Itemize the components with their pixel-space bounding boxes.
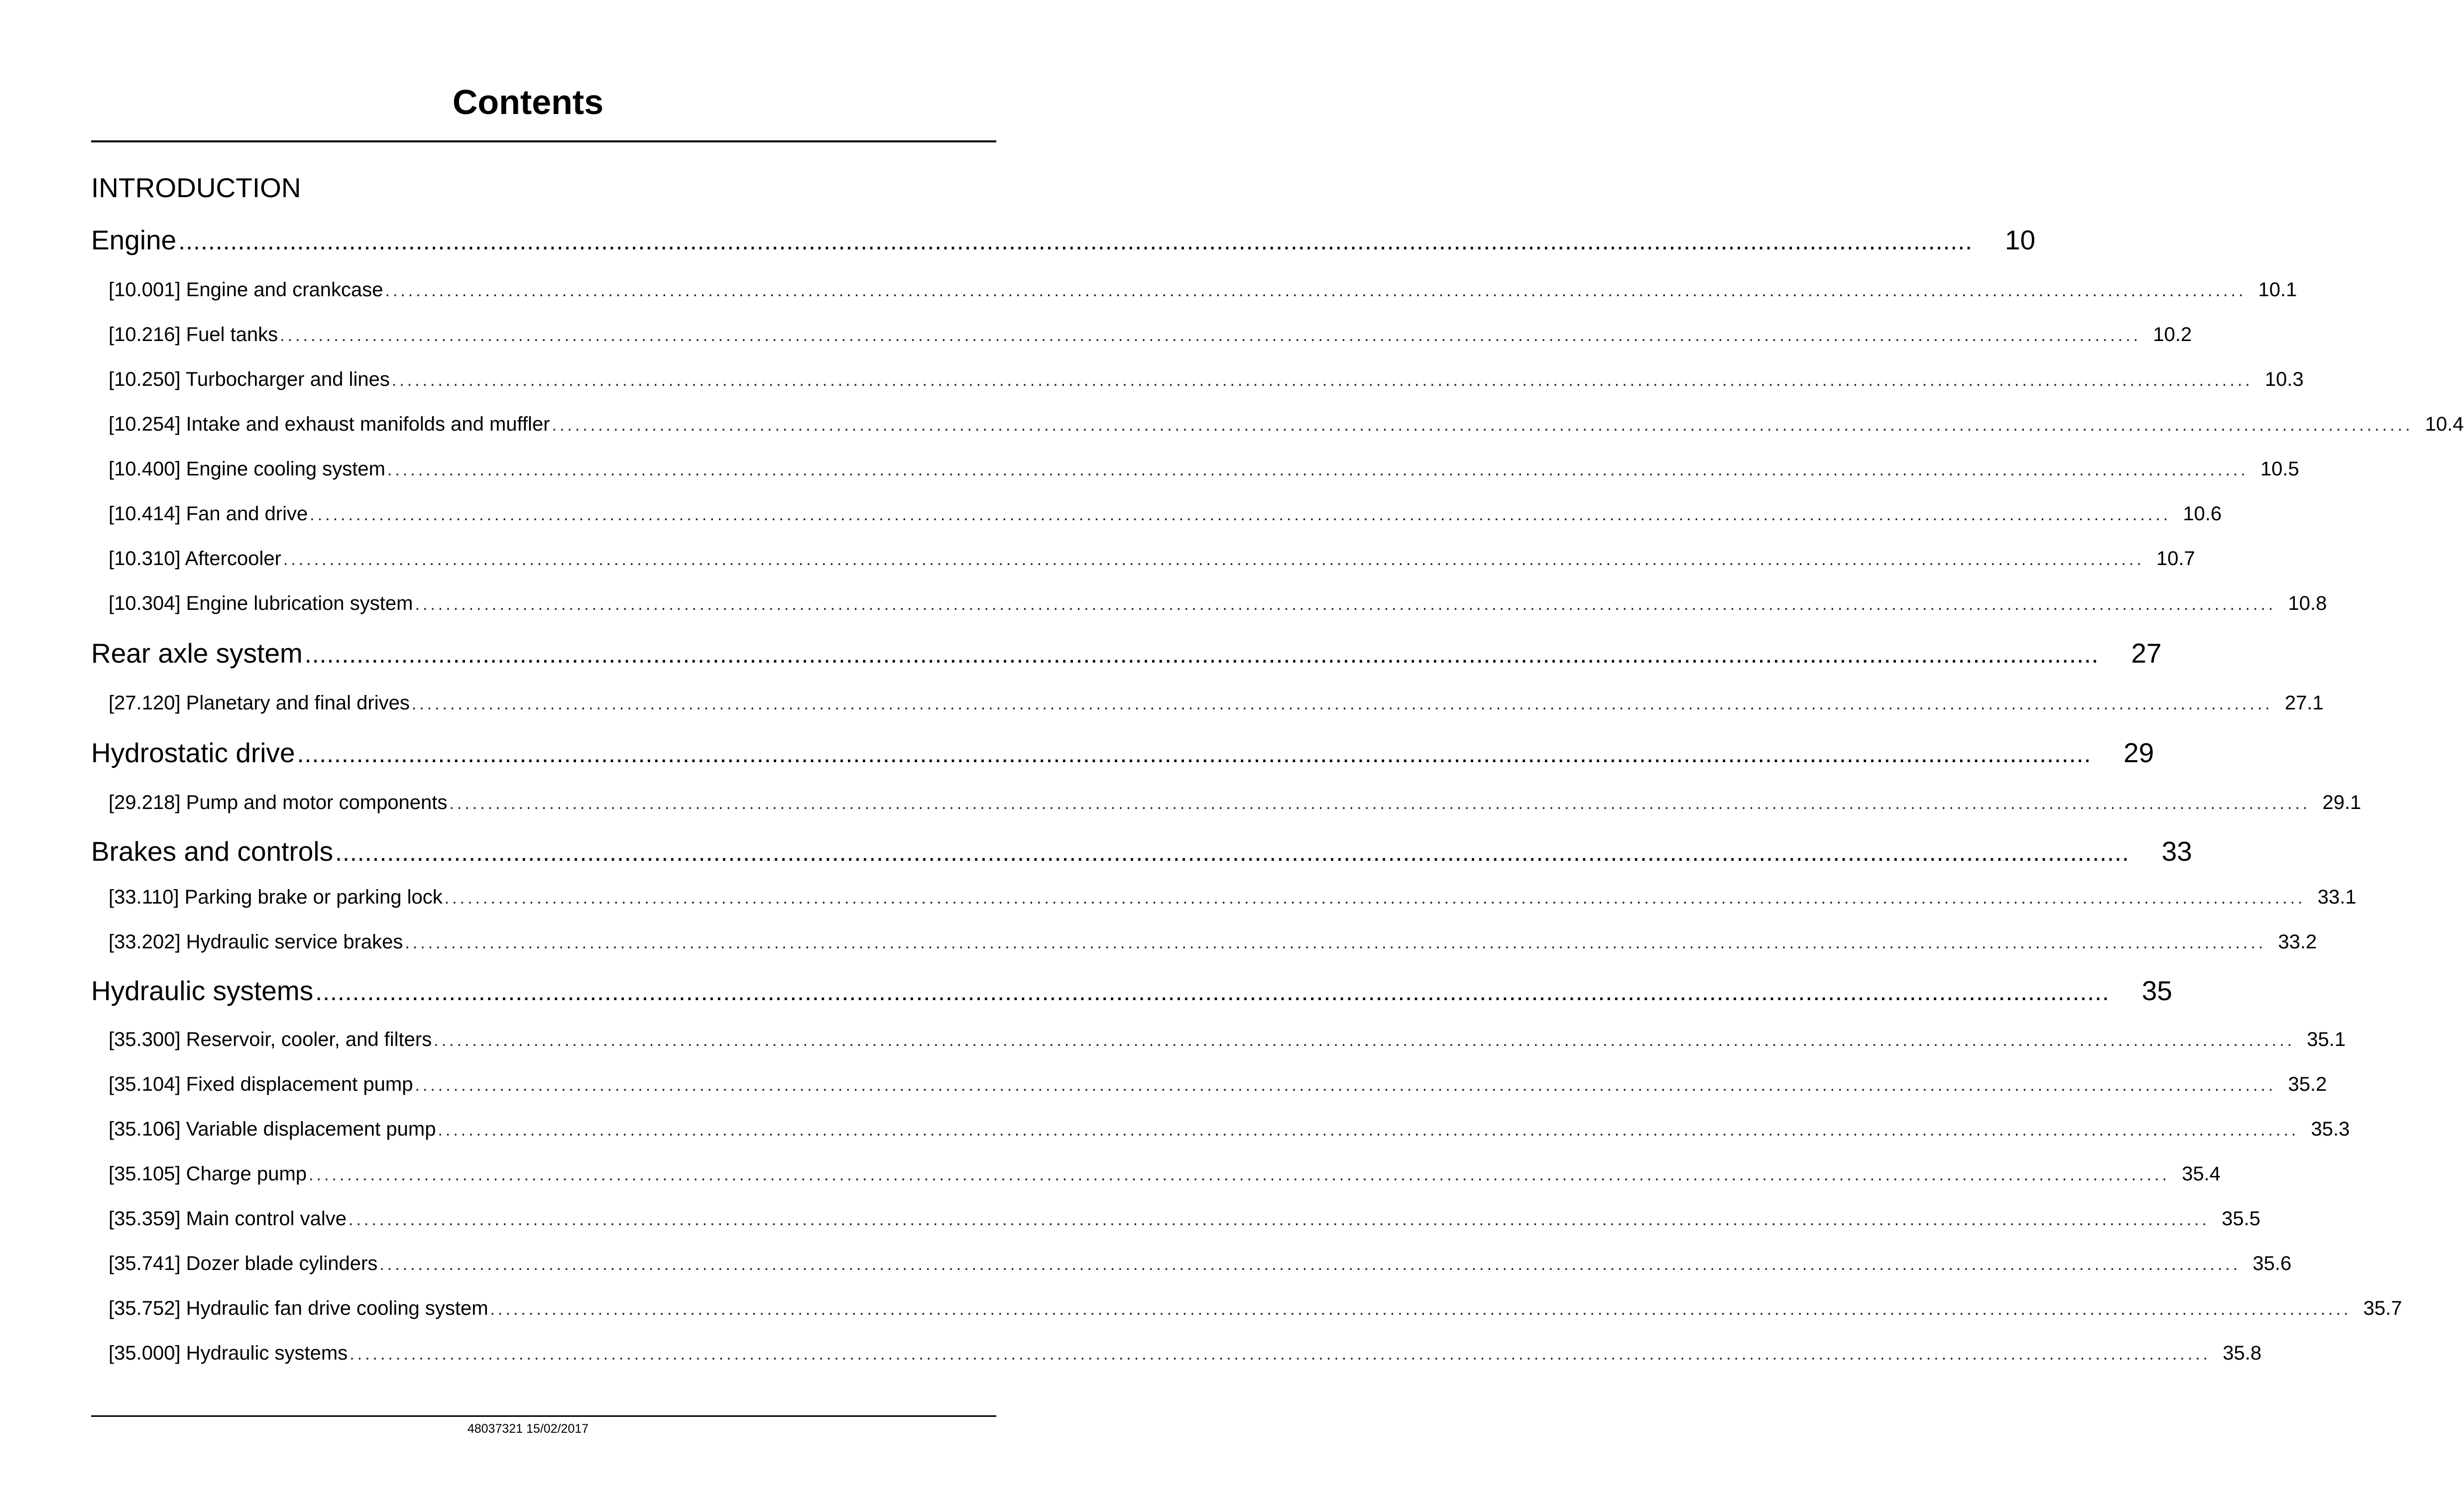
entry-page-number: 35.4 [2182, 1163, 2221, 1185]
toc-entry[interactable] [109, 1118, 2350, 1140]
section-label: Hydrostatic drive [91, 737, 295, 768]
toc-entry[interactable] [109, 592, 2327, 614]
section-page-number: 35 [2141, 975, 2172, 1006]
entry-label: [35.741] Dozer blade cylinders [109, 1253, 378, 1274]
entry-page-number: 10.8 [2288, 592, 2327, 614]
toc-entry[interactable] [109, 692, 2324, 714]
entry-label: [35.359] Main control valve [109, 1208, 347, 1230]
dot-leader: .................................................................................................................................................................................................................................................. [309, 1165, 2170, 1184]
toc-section-brakes-and-controls[interactable] [91, 836, 2192, 867]
entry-page-number: 35.2 [2288, 1073, 2327, 1095]
entry-label: [27.120] Planetary and final drives [109, 692, 410, 714]
dot-leader: .................................................................................................................................................................................................................................................. [283, 550, 2144, 569]
section-page-number: 33 [2161, 836, 2192, 867]
dot-leader: .................................................................................................................................................................................................................................................. [350, 1345, 2211, 1364]
dot-leader: .................................................................................................................................................................................................................................................. [552, 416, 2413, 435]
toc-entry[interactable] [109, 1208, 2261, 1230]
entry-label: [35.300] Reservoir, cooler, and filters [109, 1029, 432, 1050]
entry-page-number: 35.3 [2311, 1118, 2350, 1140]
entry-page-number: 10.5 [2260, 458, 2299, 480]
toc-entry[interactable] [109, 548, 2195, 570]
entry-page-number: 35.5 [2222, 1208, 2261, 1230]
toc-entry[interactable] [109, 1163, 2221, 1185]
section-page-number: 27 [2131, 638, 2162, 669]
entry-label: [10.216] Fuel tanks [109, 324, 278, 345]
entry-label: [10.400] Engine cooling system [109, 458, 385, 480]
section-label: Brakes and controls [91, 836, 334, 867]
dot-leader: .................................................................................................................................................................................................................................................. [385, 281, 2246, 300]
dot-leader: .................................................................................................................................................................................................................................................. [415, 595, 2276, 614]
entry-page-number: 35.1 [2307, 1029, 2346, 1050]
dot-leader: .................................................................................................................................................................................................................................................. [379, 1255, 2241, 1274]
dot-leader: .................................................................................................................................................................................................................................................. [387, 460, 2248, 479]
entry-label: [33.110] Parking brake or parking lock [109, 886, 443, 908]
toc-entry[interactable] [109, 886, 2356, 908]
dot-leader: .................................................................................................................................................................................................................................................. [297, 740, 2092, 768]
toc-entry[interactable] [109, 324, 2192, 345]
section-label: Hydraulic systems [91, 975, 314, 1006]
entry-page-number: 10.3 [2264, 368, 2304, 390]
dot-leader: .................................................................................................................................................................................................................................................. [335, 838, 2129, 866]
entry-label: [35.752] Hydraulic fan drive cooling system [109, 1297, 488, 1319]
dot-leader: .................................................................................................................................................................................................................................................. [490, 1300, 2351, 1319]
entry-page-number: 10.4 [2425, 413, 2464, 435]
dot-leader: .................................................................................................................................................................................................................................................. [315, 978, 2110, 1006]
entry-label: [35.105] Charge pump [109, 1163, 307, 1185]
entry-label: [33.202] Hydraulic service brakes [109, 931, 403, 953]
toc-entry[interactable] [109, 413, 2464, 435]
dot-leader: .................................................................................................................................................................................................................................................. [304, 640, 2099, 668]
footer-divider [91, 1415, 996, 1417]
entry-page-number: 10.6 [2183, 503, 2222, 525]
entry-label: [35.106] Variable displacement pump [109, 1118, 436, 1140]
entry-page-number: 10.7 [2156, 548, 2195, 570]
entry-label: [29.218] Pump and motor components [109, 792, 448, 813]
dot-leader: .................................................................................................................................................................................................................................................. [411, 694, 2273, 713]
page-title: Contents [452, 83, 604, 121]
entry-page-number: 33.2 [2278, 931, 2317, 953]
entry-page-number: 35.6 [2252, 1253, 2292, 1274]
title-divider [91, 140, 996, 142]
entry-page-number: 35.7 [2363, 1297, 2402, 1319]
dot-leader: .................................................................................................................................................................................................................................................. [405, 933, 2266, 952]
dot-leader: .................................................................................................................................................................................................................................................. [349, 1210, 2210, 1229]
dot-leader: .................................................................................................................................................................................................................................................. [438, 1121, 2299, 1140]
dot-leader: .................................................................................................................................................................................................................................................. [449, 794, 2311, 813]
entry-label: [35.104] Fixed displacement pump [109, 1073, 413, 1095]
toc-entry[interactable] [109, 1073, 2327, 1095]
section-label: Engine [91, 225, 177, 255]
introduction-heading: INTRODUCTION [91, 172, 301, 203]
entry-label: [10.414] Fan and drive [109, 503, 308, 525]
dot-leader: .................................................................................................................................................................................................................................................. [391, 371, 2253, 390]
dot-leader: .................................................................................................................................................................................................................................................. [434, 1031, 2295, 1050]
toc-section-rear-axle[interactable] [91, 638, 2162, 669]
entry-label: [10.001] Engine and crankcase [109, 279, 383, 301]
entry-page-number: 33.1 [2317, 886, 2356, 908]
dot-leader: .................................................................................................................................................................................................................................................. [310, 505, 2171, 524]
toc-section-hydraulic-systems[interactable] [91, 975, 2172, 1006]
toc-section-engine[interactable] [91, 225, 2036, 255]
entry-page-number: 35.8 [2223, 1342, 2262, 1364]
toc-entry[interactable] [109, 1253, 2292, 1274]
toc-entry[interactable] [109, 458, 2299, 480]
footer-doc-id-date: 48037321 15/02/2017 [467, 1422, 589, 1436]
toc-entry[interactable] [109, 279, 2297, 301]
dot-leader: .................................................................................................................................................................................................................................................. [444, 889, 2306, 908]
entry-label: [10.254] Intake and exhaust manifolds and muffler [109, 413, 550, 435]
section-page-number: 10 [2004, 225, 2036, 255]
entry-label: [10.250] Turbocharger and lines [109, 368, 390, 390]
section-label: Rear axle system [91, 638, 303, 669]
entry-page-number: 27.1 [2284, 692, 2324, 714]
toc-entry[interactable] [109, 1297, 2402, 1319]
entry-label: [10.304] Engine lubrication system [109, 592, 413, 614]
toc-entry[interactable] [109, 931, 2317, 953]
entry-label: [35.000] Hydraulic systems [109, 1342, 348, 1364]
dot-leader: .................................................................................................................................................................................................................................................. [415, 1076, 2276, 1095]
toc-entry[interactable] [109, 792, 2361, 813]
toc-section-hydrostatic-drive[interactable] [91, 737, 2154, 768]
dot-leader: .................................................................................................................................................................................................................................................. [178, 227, 1973, 255]
entry-page-number: 10.2 [2153, 324, 2192, 345]
entry-page-number: 29.1 [2322, 792, 2361, 813]
toc-entry[interactable] [109, 503, 2222, 525]
toc-entry[interactable] [109, 368, 2304, 390]
entry-page-number: 10.1 [2258, 279, 2297, 301]
toc-entry[interactable] [109, 1342, 2262, 1364]
toc-entry[interactable] [109, 1029, 2346, 1050]
section-page-number: 29 [2123, 737, 2154, 768]
dot-leader: .................................................................................................................................................................................................................................................. [280, 326, 2141, 345]
entry-label: [10.310] Aftercooler [109, 548, 281, 570]
